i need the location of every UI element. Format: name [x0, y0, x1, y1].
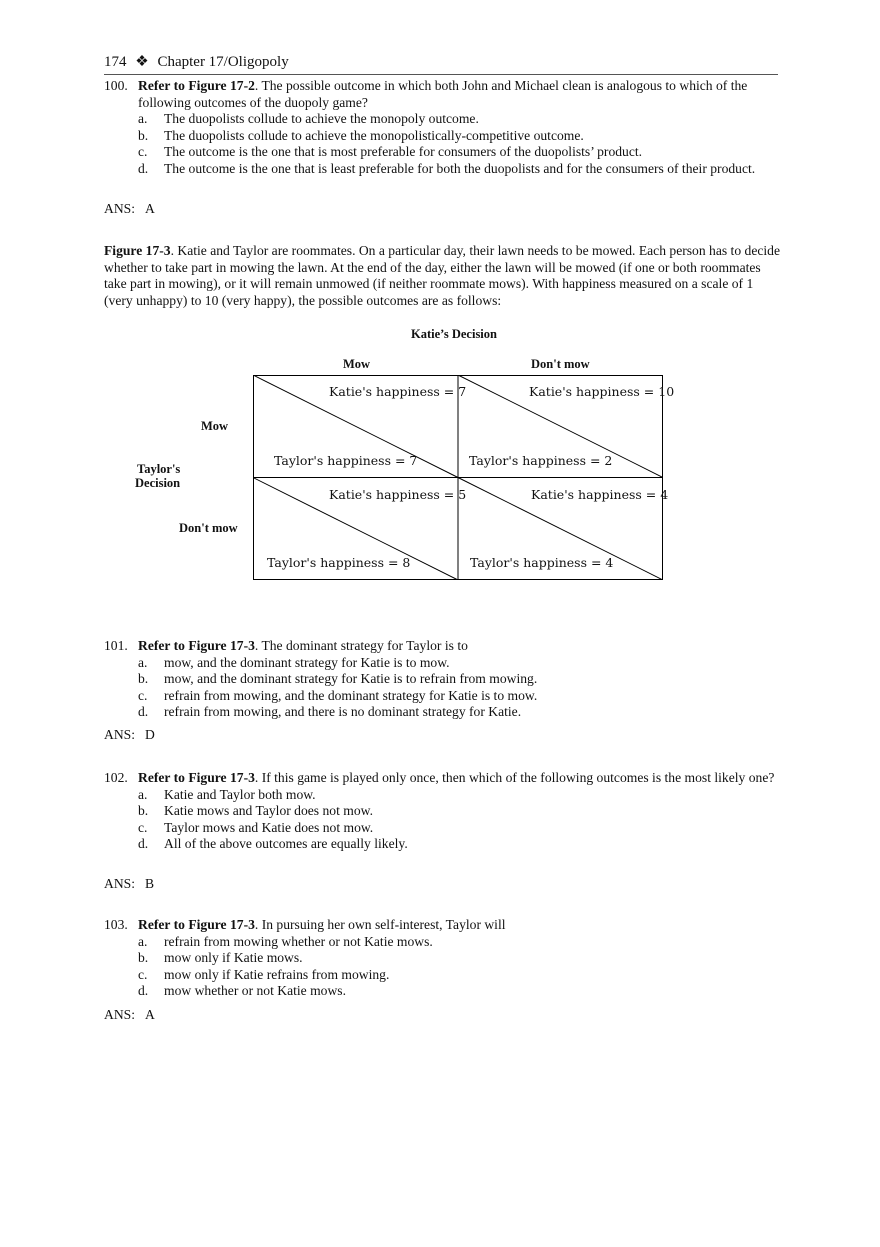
column-header-mow: Mow [343, 357, 371, 371]
figure-reference: Refer to Figure 17-2 [138, 78, 255, 93]
katie-payoff-dont-mow: Katie's happiness = 5 [329, 487, 467, 502]
option-d: d. refrain from mowing, and there is no dominant strategy for Katie. [138, 704, 522, 720]
chapter-title: Chapter 17/Oligopoly [157, 54, 289, 70]
question-100 [104, 78, 780, 178]
option-a: a. refrain from mowing whether or not Katie mows. [138, 933, 433, 949]
question-102 [104, 770, 780, 853]
option-b: b. mow, and the dominant strategy for Katie is to refrain from mowing. [138, 671, 538, 687]
question-stem: Refer to Figure 17-2. The possible outcome in which both John and Michael clean is analogous to which of the following outcomes of the duopoly game? [138, 78, 748, 110]
option-b: b. mow only if Katie mows. [138, 950, 303, 966]
question-number: 102. [104, 770, 128, 785]
question-number: 100. [104, 78, 128, 93]
question-number: 103. [104, 917, 128, 932]
option-c: c. mow only if Katie refrains from mowing. [138, 966, 390, 982]
row-title-line2: Decision [135, 476, 181, 490]
figure-description: Figure 17-3. Katie and Taylor are roommates. On a particular day, their lawn needs to be mowed. Each person has to decide whether to take part in mowing the lawn. At the end of the day, either the lawn will be mowed (if one or both roommates take part in mowing), or it will remain unmowed (if neither roommate mows). With happiness measured on a scale of 1 (very unhappy) to 10 (very happy), the possible outcomes are as follows: [104, 243, 780, 308]
option-c: c. The outcome is the one that is most preferable for consumers of the duopolists’ product. [138, 144, 643, 160]
question-number: 101. [104, 638, 128, 653]
answer-103: ANS: A [104, 1007, 155, 1022]
payoff-matrix [253, 375, 663, 580]
taylor-payoff-mow-mow: Taylor's happiness = 7 [274, 453, 418, 468]
question-103 [104, 917, 780, 1000]
katie-payoff-dont-dont: Katie's happiness = 4 [531, 487, 669, 502]
page-number: 174 [104, 54, 127, 70]
figure-reference: Refer to Figure 17-3 [138, 917, 255, 932]
taylor-payoff-dont-dont: Taylor's happiness = 4 [470, 555, 614, 570]
question-stem: Refer to Figure 17-3. In pursuing her own self-interest, Taylor will [138, 917, 506, 932]
taylor-payoff-mow-dont: Taylor's happiness = 2 [469, 453, 613, 468]
row-header-dont-mow: Don't mow [179, 521, 238, 535]
column-header-dont-mow: Don't mow [531, 357, 590, 371]
answer-100: ANS: A [104, 201, 155, 216]
figure-label: Figure 17-3 [104, 243, 171, 258]
option-c: c. refrain from mowing, and the dominant strategy for Katie is to mow. [138, 687, 538, 703]
diamond-icon: ❖ [135, 54, 149, 70]
taylor-payoff-dont-mow: Taylor's happiness = 8 [267, 555, 411, 570]
page-header [104, 52, 778, 75]
option-d: d. All of the above outcomes are equally likely. [138, 836, 408, 852]
option-b: b. The duopolists collude to achieve the monopolistically-competitive outcome. [138, 127, 584, 143]
question-101 [104, 638, 780, 721]
answer-102: ANS: B [104, 876, 155, 891]
katie-payoff-mow-dont: Katie's happiness = 10 [529, 384, 675, 399]
row-header-mow: Mow [201, 419, 229, 433]
katie-payoff-mow-mow: Katie's happiness = 7 [329, 384, 467, 399]
option-a: a. mow, and the dominant strategy for Katie is to mow. [138, 654, 450, 670]
option-a: a. The duopolists collude to achieve the monopoly outcome. [138, 111, 479, 127]
answer-101: ANS: D [104, 727, 155, 742]
figure-reference: Refer to Figure 17-3 [138, 770, 255, 785]
column-title: Katie’s Decision [411, 327, 497, 341]
figure-reference: Refer to Figure 17-3 [138, 638, 255, 653]
option-d: d. The outcome is the one that is least preferable for both the duopolists and for the consumers of their product. [138, 160, 756, 176]
question-stem: Refer to Figure 17-3. If this game is played only once, then which of the following outcomes is the most likely one? [138, 770, 775, 785]
question-stem: Refer to Figure 17-3. The dominant strategy for Taylor is to [138, 638, 468, 653]
option-b: b. Katie mows and Taylor does not mow. [138, 803, 373, 819]
option-a: a. Katie and Taylor both mow. [138, 786, 316, 802]
option-d: d. mow whether or not Katie mows. [138, 983, 346, 999]
option-c: c. Taylor mows and Katie does not mow. [138, 819, 374, 835]
row-title-line1: Taylor's [137, 462, 181, 476]
